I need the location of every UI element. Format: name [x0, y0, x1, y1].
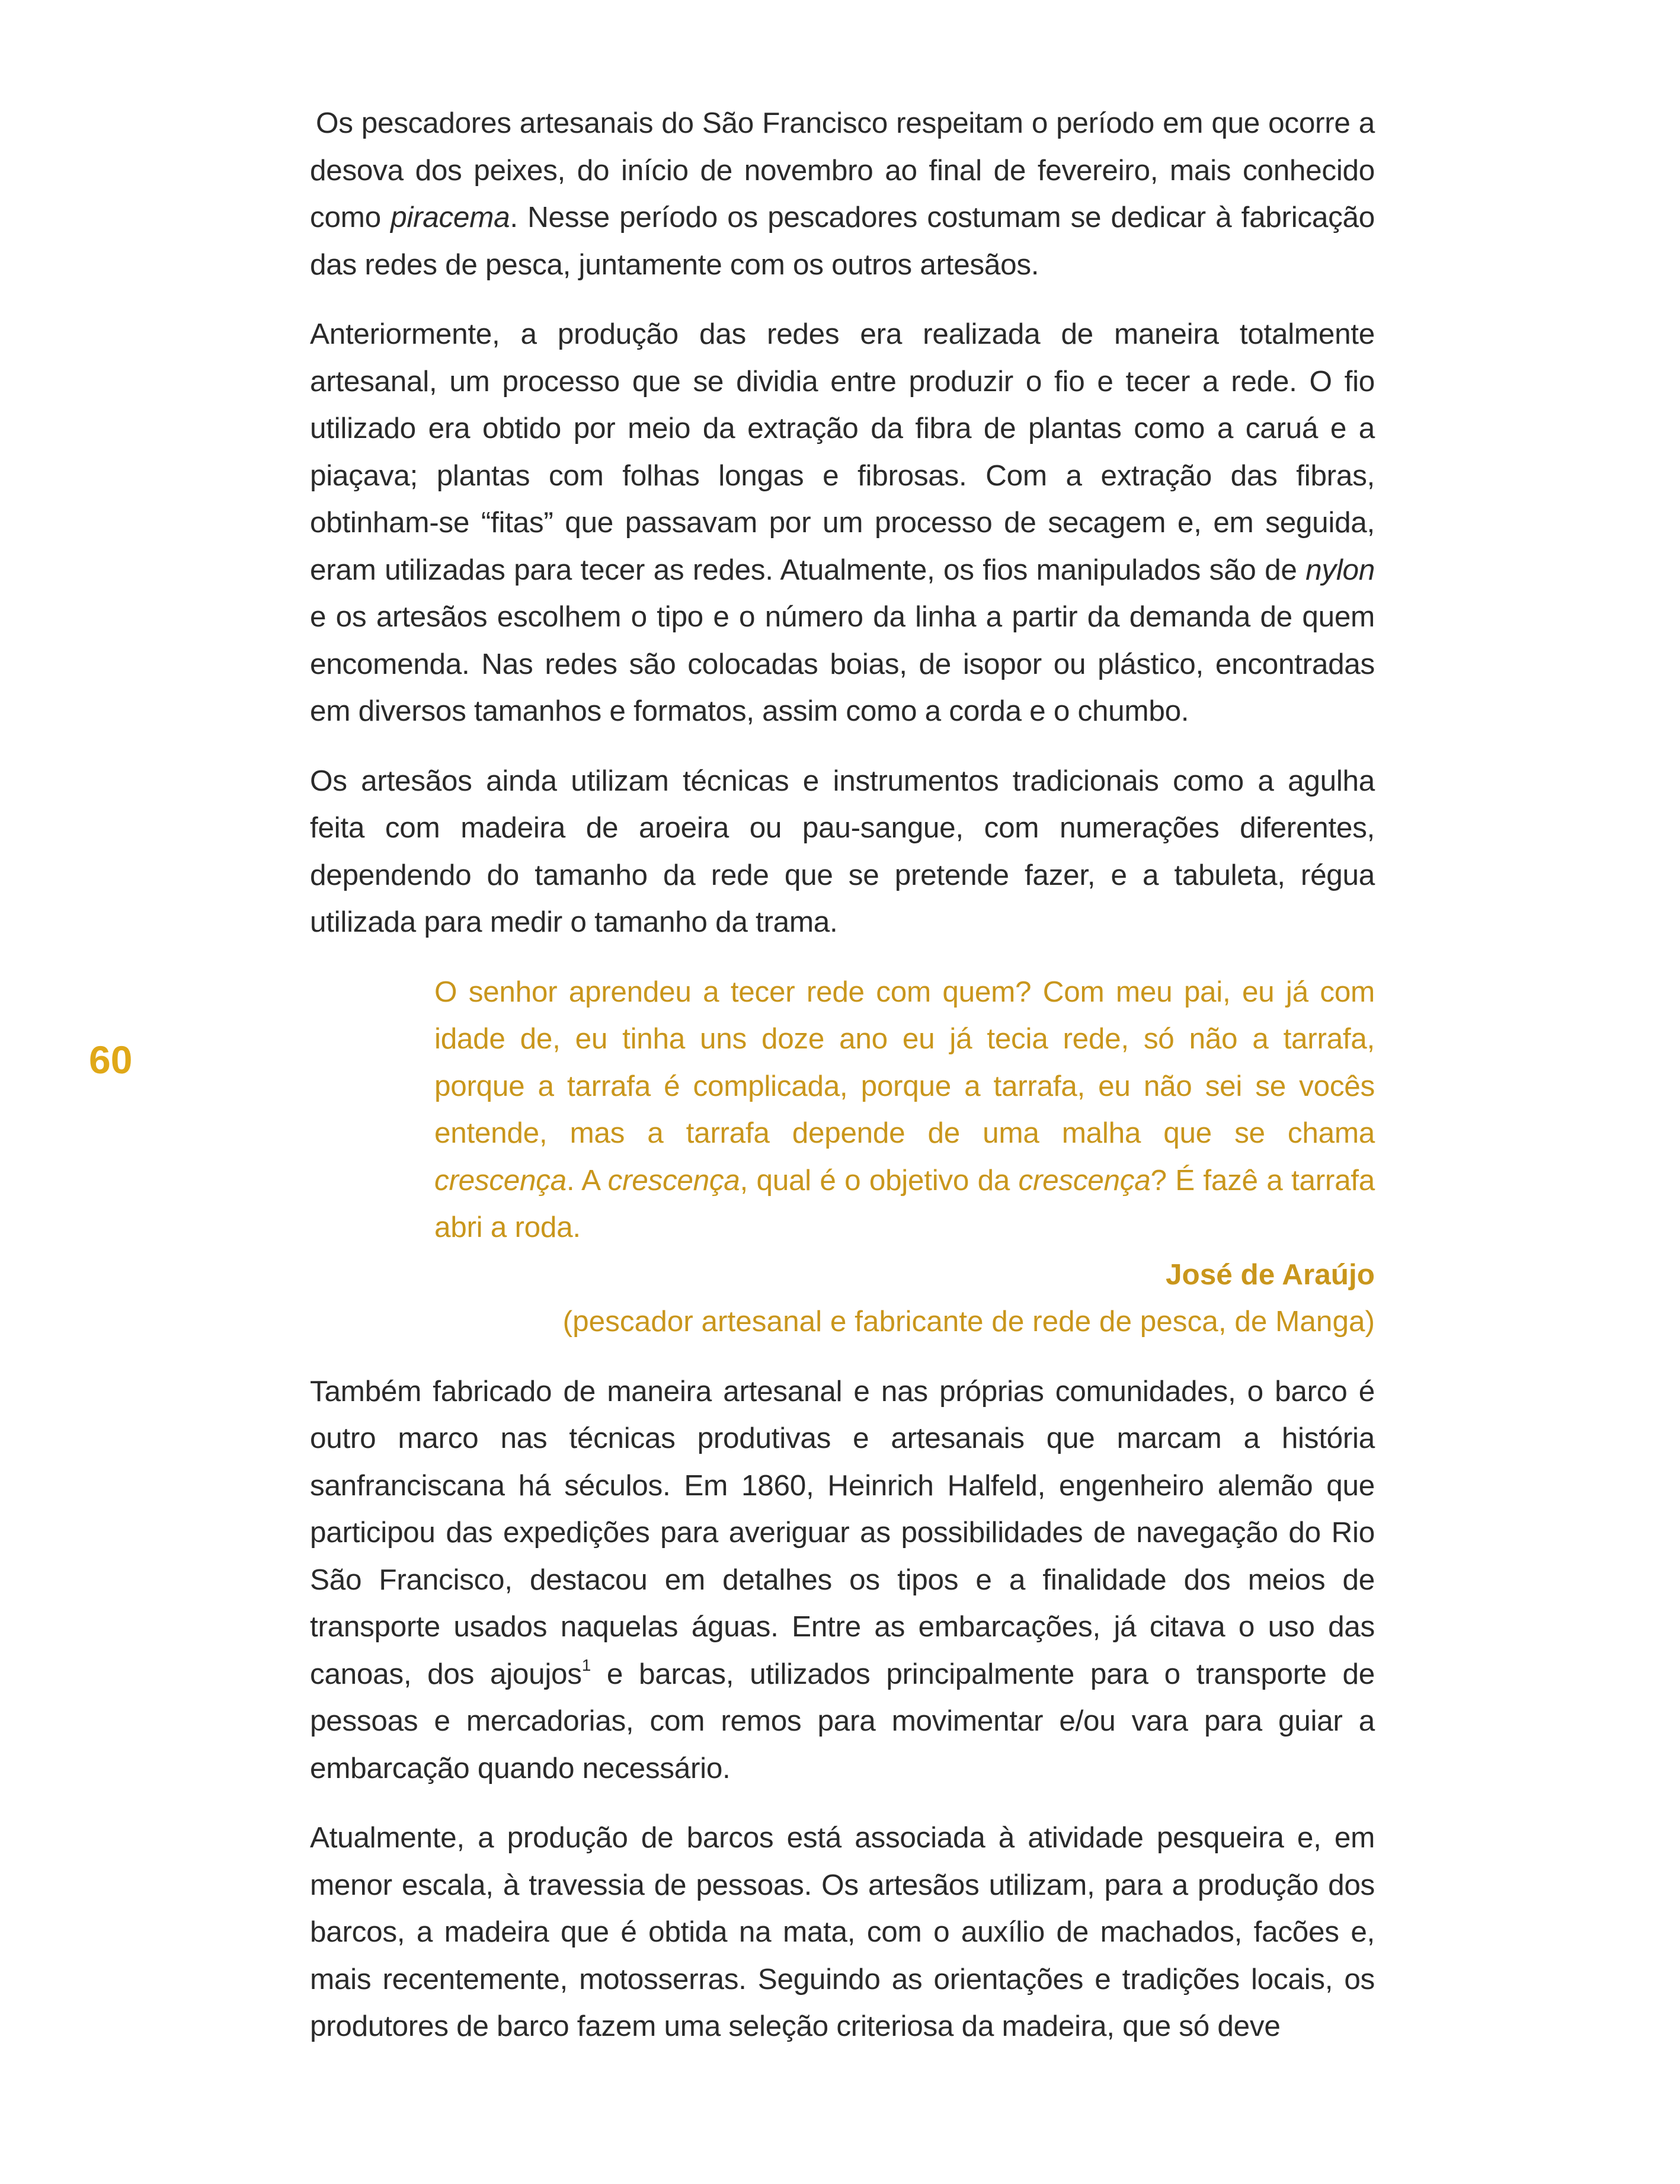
paragraph-text: Anteriormente, a produção das redes era realizada de maneira totalmente artesanal, um processo que se dividia entre produzir o fio e tecer a rede. O fio utilizado era obtido por meio da extração da fibra de plantas como a caruá e a piaçava; plantas com folhas longas e fibrosas. Com a extração das fibras, obtinham-se “fitas” que passavam por um processo de secagem e, em seguida, eram utilizadas para tecer as redes. Atualmente, os fios manipulados são de: [310, 318, 1375, 586]
paragraph-text: e barcas, utilizados principalmente para o transporte de pessoas e mercadorias, com remos para movimentar e/ou vara para guiar a embarcação quando necessário.: [310, 1657, 1375, 1785]
footnote-marker: 1: [581, 1655, 591, 1674]
quote-text-segment: ? É fazê a tarrafa abri a roda.: [434, 1163, 1375, 1243]
paragraph-text: Também fabricado de maneira artesanal e nas próprias comunidades, o barco é outro marco nas técnicas produtivas e artesanais que marcam a história sanfranciscana há séculos. Em 1860, Heinrich Halfeld, engenheiro alemão que participou das expedições para averiguar as possibilidades de navegação do Rio São Francisco, destacou em detalhes os tipos e a finalidade dos meios de transporte usados naquelas águas. Entre as embarcações, já citava o uso das canoas, dos ajoujos: [310, 1374, 1375, 1690]
italic-term: nylon: [1305, 553, 1375, 586]
quote-text-segment: , qual é o objetivo da: [740, 1163, 1019, 1197]
quote-text-segment: O senhor aprendeu a tecer rede com quem? Com meu pai, eu já com idade de, eu tinha uns doze ano eu já tecia rede, só não a tarrafa, porque a tarrafa é complicada, porque a tarrafa, eu não sei se vocês entende, mas a tarrafa depende de uma malha que se chama: [434, 975, 1375, 1149]
italic-term: crescença: [607, 1163, 740, 1197]
quote-author-role: (pescador artesanal e fabricante de rede de pesca, de Manga): [562, 1305, 1375, 1338]
quote-text: [434, 968, 1375, 1251]
paragraph-text: Os pescadores artesanais do São Francisco respeitam o período em que ocorre a desova dos peixes, do início de novembro ao final de fevereiro, mais conhecido como: [310, 107, 1375, 234]
italic-term: crescença: [434, 1163, 567, 1197]
paragraph-boat-production: Atualmente, a produção de barcos está associada à atividade pesqueira e, em menor escala, à travessia de pessoas. Os artesãos utilizam, para a produção dos barcos, a madeira que é obtida na mata, com o auxílio de machados, facões e, mais recentemente, motosserras. Seguindo as orientações e tradições locais, os produtores de barco fazem uma seleção criteriosa da madeira, que só deve: [310, 1821, 1375, 2042]
paragraph-net-production: [310, 311, 1375, 735]
quote-text-segment: . A: [566, 1163, 608, 1197]
page-number: 60: [89, 1038, 133, 1082]
paragraph-traditional-tools: Os artesãos ainda utilizam técnicas e instrumentos tradicionais como a agulha feita com madeira de aroeira ou pau-sangue, com numerações diferentes, dependendo do tamanho da rede que se pretende fazer, e a tabuleta, régua utilizada para medir o tamanho da trama.: [310, 764, 1375, 938]
quote-author: José de Araújo: [1165, 1258, 1375, 1291]
body-text-column: [310, 100, 1375, 2050]
paragraph-text: e os artesãos escolhem o tipo e o número da linha a partir da demanda de quem encomenda. Nas redes são colocadas boias, de isopor ou plástico, encontradas em diversos tamanhos e formatos, assim como a corda e o chumbo.: [310, 600, 1375, 727]
paragraph-piracema: [310, 100, 1375, 288]
italic-term: piracema: [391, 201, 510, 234]
interview-quote: [434, 968, 1375, 1345]
italic-term: crescença: [1018, 1163, 1151, 1197]
paragraph-text: . Nesse período os pescadores costumam se dedicar à fabricação das redes de pesca, juntamente com os outros artesãos.: [310, 201, 1375, 281]
paragraph-boats-history: [310, 1368, 1375, 1792]
